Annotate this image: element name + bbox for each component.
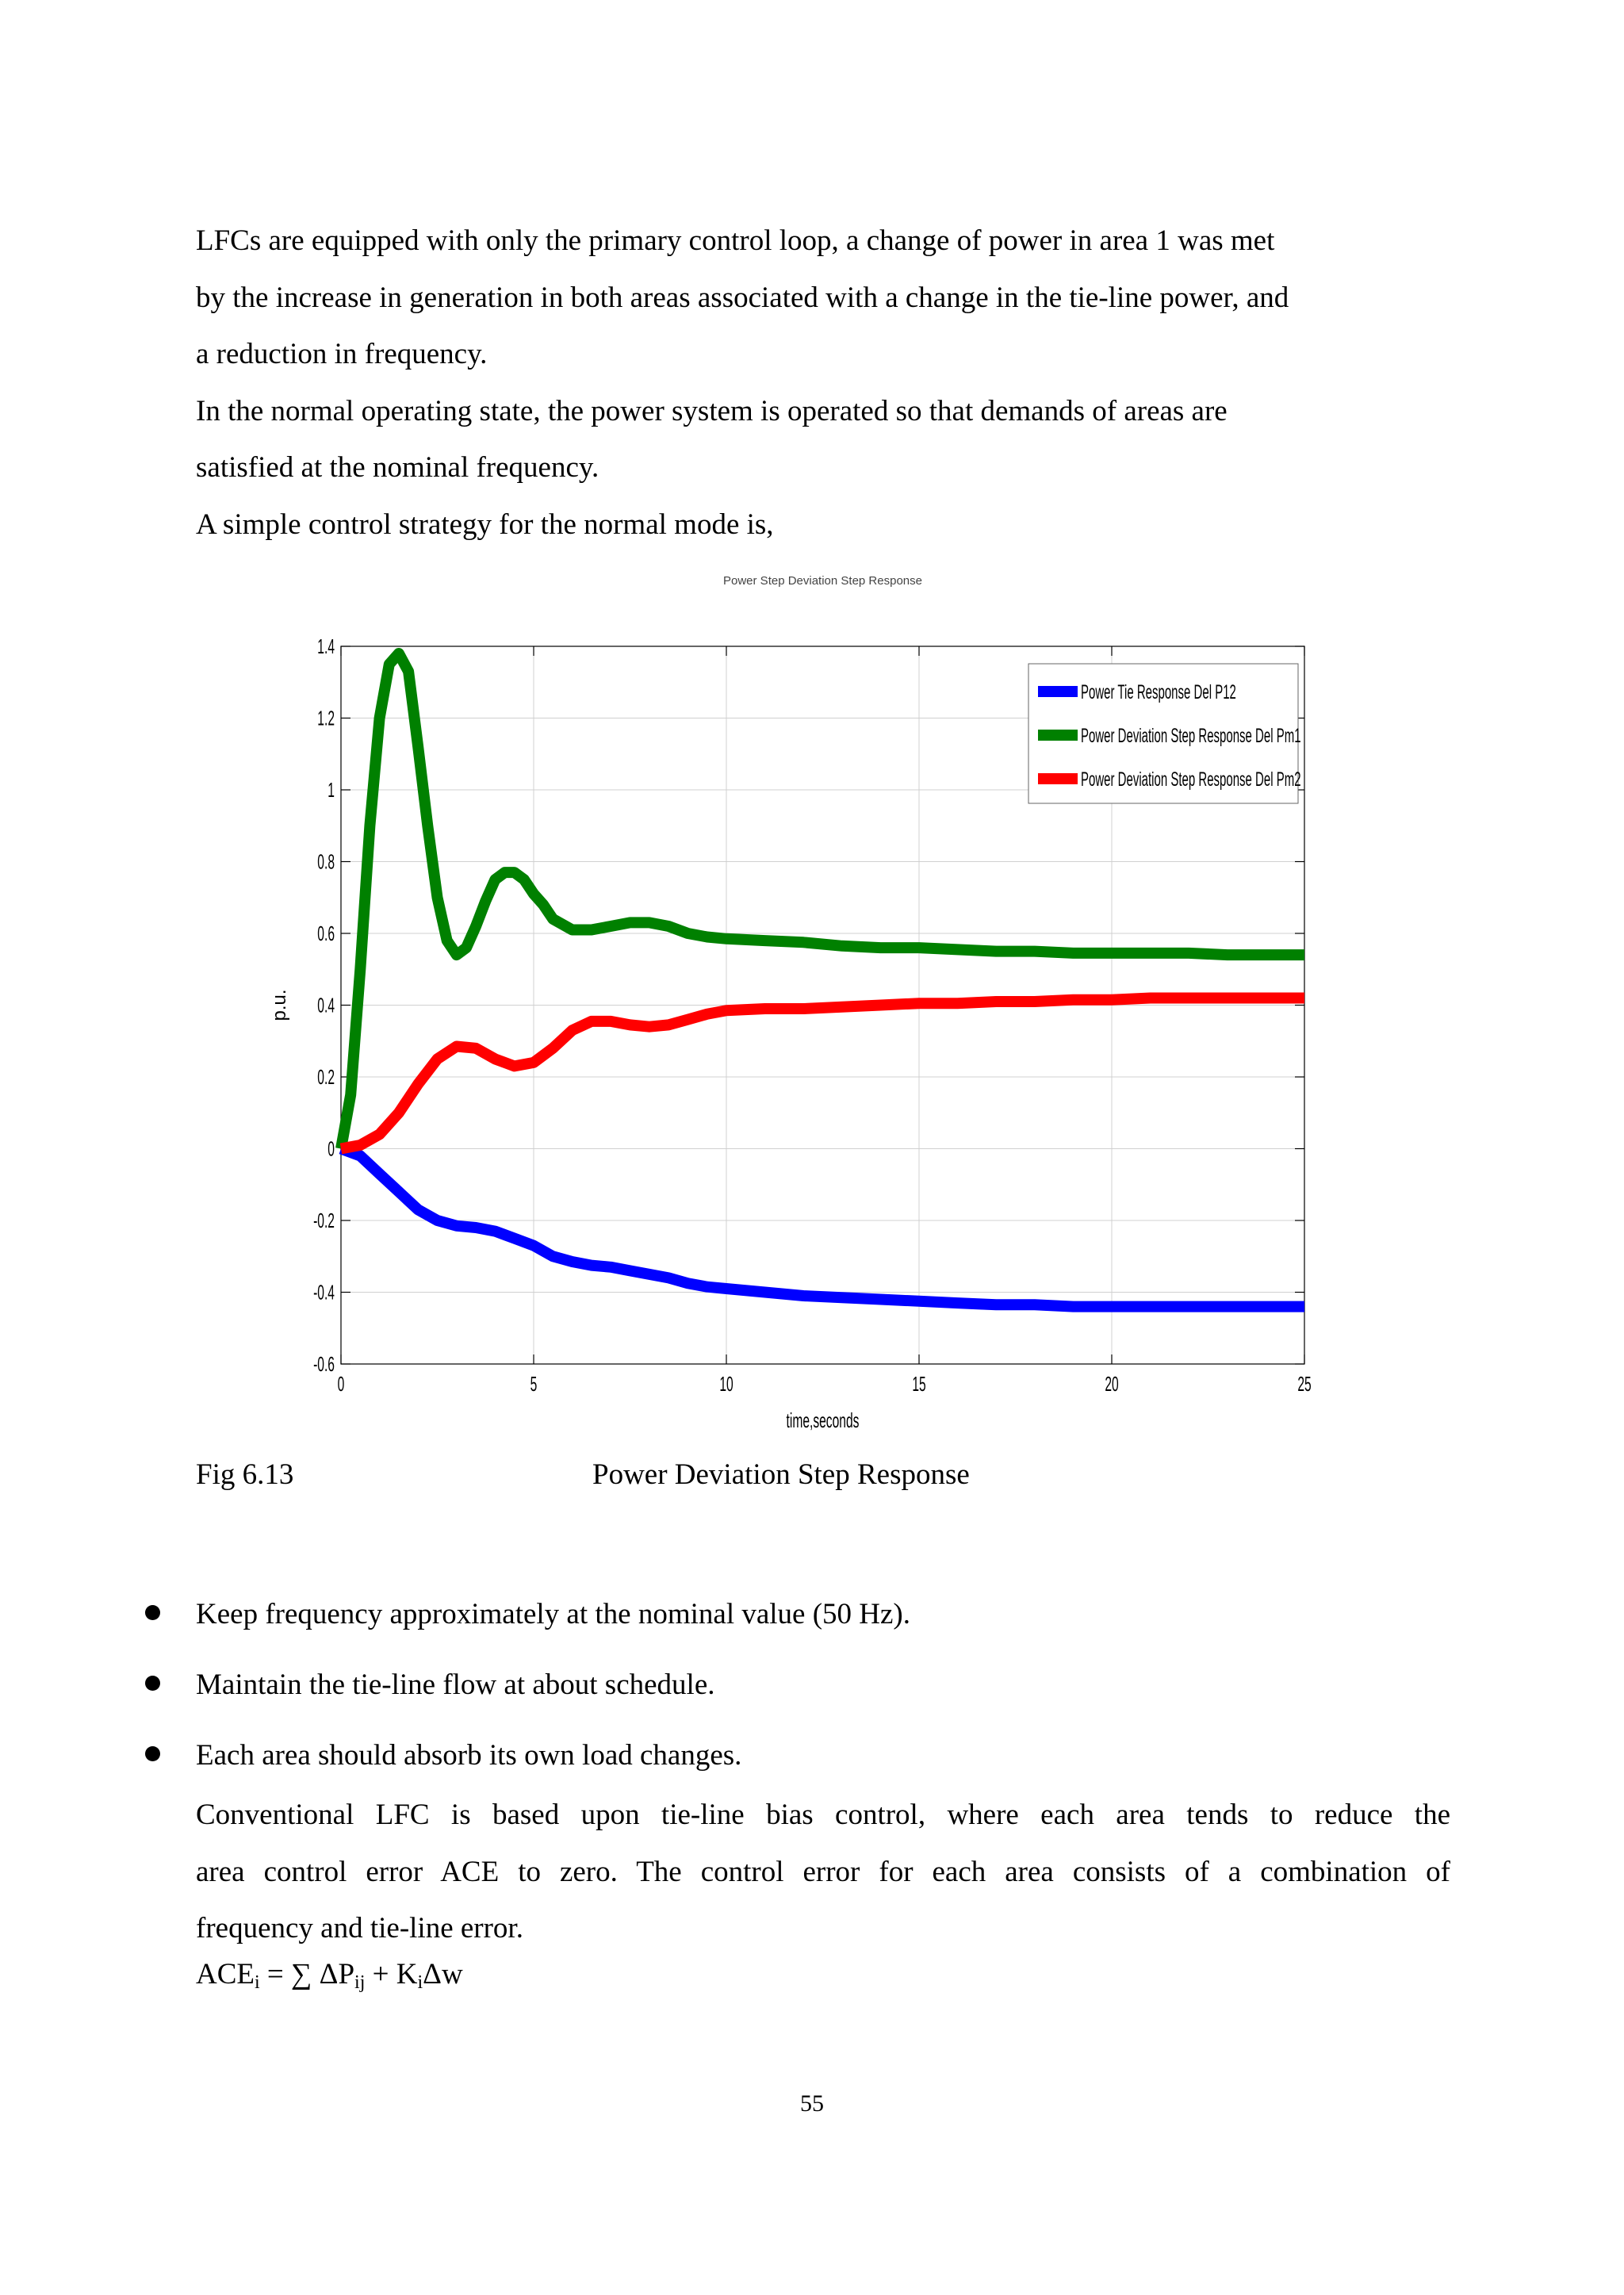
y-tick-label: 0.6 [317,921,335,946]
x-axis-label: time,seconds [786,1408,860,1433]
y-tick-label: 0 [327,1137,335,1161]
y-tick-label: 0.4 [317,994,335,1017]
legend-label: Power Deviation Step Response Del Pm2 [1081,768,1301,791]
formula-k-sub: i [417,1972,423,1993]
bullet-dot-icon [145,1676,160,1691]
series-line [341,1149,1304,1307]
text-line: LFCs are equipped with only the primary control loop, a change of power in area 1 was met [196,224,1275,257]
y-tick-label: -0.6 [313,1352,335,1377]
x-tick-label: 0 [337,1372,345,1397]
y-tick-label: -0.4 [313,1281,335,1305]
text-line: satisfied at the nominal frequency. [196,451,599,484]
y-tick-label: 1.4 [317,634,335,659]
y-tick-label: 0.8 [317,850,335,874]
y-tick-label: 1 [327,778,335,803]
x-tick-label: 20 [1105,1372,1119,1397]
y-axis-label: p.u. [269,989,290,1021]
bullet-dot-icon [145,1746,160,1761]
formula-plus: + [365,1958,396,1990]
chart-title: Power Step Deviation Step Response [723,574,922,588]
legend-label: Power Tie Response Del P12 [1081,681,1236,704]
text-line: Conventional LFC is based upon tie-line bias control, where each area tends to reduce the [196,1799,1450,1831]
text-line: A simple control strategy for the normal mode is, [196,508,774,541]
ace-formula [196,1957,463,1994]
power-deviation-chart [262,559,1340,1455]
text-line: area control error ACE to zero. The control error for each area consists of a combination of [196,1855,1450,1888]
chart-svg [262,559,1340,1455]
x-tick-label: 5 [530,1372,538,1397]
formula-lhs: ACE [196,1958,255,1990]
bullet-text: Each area should absorb its own load changes. [196,1739,742,1772]
legend-label: Power Deviation Step Response Del Pm1 [1081,725,1301,748]
page-number: 55 [800,2090,824,2117]
figure-label: Fig 6.13 [196,1458,294,1491]
figure-caption: Power Deviation Step Response [592,1458,970,1491]
formula-sum: = ∑ ΔP [259,1958,355,1990]
formula-k: K [396,1958,418,1990]
conclusion-paragraph [196,1787,1450,1957]
text-line: by the increase in generation in both areas associated with a change in the tie-line power, and [196,281,1289,314]
bullet-text: Maintain the tie-line flow at about schedule. [196,1669,715,1701]
x-tick-label: 10 [719,1372,733,1397]
bullet-text: Keep frequency approximately at the nominal value (50 Hz). [196,1598,911,1630]
formula-dw: Δw [423,1958,463,1990]
y-tick-label: 1.2 [317,707,335,730]
bullet-dot-icon [145,1605,160,1620]
text-line: In the normal operating state, the power system is operated so that demands of areas are [196,394,1228,427]
chart-legend [1028,664,1301,803]
x-tick-label: 25 [1297,1372,1312,1397]
text-line: a reduction in frequency. [196,338,488,370]
series-line [341,998,1304,1149]
formula-lhs-sub: i [255,1972,260,1993]
formula-p-sub: ij [354,1972,366,1993]
x-tick-label: 15 [912,1372,926,1397]
y-tick-label: 0.2 [317,1065,335,1090]
intro-paragraph [196,213,1449,553]
text-line: frequency and tie-line error. [196,1912,523,1944]
y-tick-label: -0.2 [313,1209,335,1233]
